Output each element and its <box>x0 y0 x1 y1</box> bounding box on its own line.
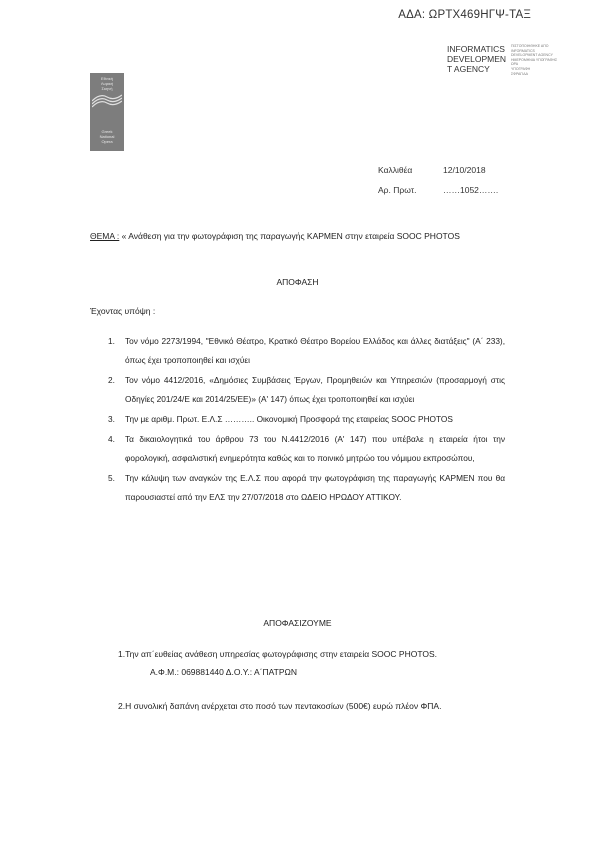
item-text: Τον νόμο 2273/1994, "Εθνικό Θέατρο, Κρατικό Θέατρο Βορείου Ελλάδος και άλλες διατάξεις" (Α΄ 233), όπως έχει τροποποιηθεί και ισχύει <box>125 336 505 365</box>
signature-detail-line: ΣΦΡΑΓΙΔΑ <box>511 71 528 76</box>
considering-intro: Έχοντας υπόψη : <box>90 306 156 316</box>
agency-line: INFORMATICS <box>447 44 505 54</box>
logo-line: Opera <box>101 139 113 144</box>
subject-line <box>90 224 510 248</box>
item-text: Τον νόμο 4412/2016, «Δημόσιες Συμβάσεις Έργων, Προμηθειών και Υπηρεσιών (προσαρμογή στις Οδηγίες 201/24/Ε και 2014/25/ΕΕ)» (Α' 147) όπως έχει τροποποιηθεί και ισχύει <box>125 374 505 404</box>
wave-icon <box>92 91 122 109</box>
list-item <box>108 332 505 370</box>
logo-line: Λυρική <box>100 81 114 86</box>
agency-line: T AGENCY <box>447 64 490 74</box>
greek-national-opera-logo <box>90 73 124 151</box>
decision-1: 1.Την απ΄ευθείας ανάθεση υπηρεσίας φωτογράφισης στην εταιρεία SOOC PHOTOS. <box>118 649 437 659</box>
item-text: Την κάλυψη των αναγκών της Ε.Λ.Σ που αφορά την φωτογράφιση της παραγωγής ΚΑΡΜΕΝ που θα παρουσιαστεί από την ΕΛΣ την 27/07/2018 στο ΩΔΕΙΟ ΗΡΩΔΟΥ ΑΤΤΙΚΟΥ. <box>125 473 505 502</box>
subject-label: ΘΕΜΑ : <box>90 231 120 241</box>
item-number: 1. <box>108 336 115 346</box>
logo-line: Σκηνή <box>101 86 113 91</box>
signature-agency <box>447 44 507 74</box>
subject-text: « Ανάθεση για την φωτογράφιση της παραγωγής ΚΑΡΜΕΝ στην εταιρεία SOOC PHOTOS <box>119 231 460 241</box>
signature-detail-line: ΥΠΟΓΡΑΦΗ <box>511 66 531 71</box>
place-label: Καλλιθέα <box>378 165 413 175</box>
list-item <box>108 430 505 468</box>
signature-detail-line: ΗΜΕΡΟΜΗΝΙΑ ΥΠΟΓΡΑΦΗΣ <box>511 57 558 62</box>
list-item <box>108 371 505 409</box>
ada-code: ΑΔΑ: ΩΡΤΧ469ΗΓΨ-ΤΑΞ <box>398 9 531 21</box>
signature-details <box>511 44 571 76</box>
logo-line: Greek <box>101 129 113 134</box>
item-number: 2. <box>108 374 115 385</box>
decision-title: ΑΠΟΦΑΣΗ <box>276 277 319 287</box>
agency-line: DEVELOPMEN <box>447 54 507 64</box>
decision-1-details: Α.Φ.Μ.: 069881440 Δ.Ο.Υ.: Α΄ΠΑΤΡΩΝ <box>150 667 298 677</box>
logo-text-greek <box>90 76 124 91</box>
logo-text-english <box>90 129 124 144</box>
signature-detail-line: DEVELOPMENT AGENCY <box>511 53 553 58</box>
list-item <box>108 469 505 507</box>
signature-detail-line: INFORMATICS <box>511 48 535 53</box>
protocol-number: ……1052……. <box>443 185 499 195</box>
logo-line: Εθνική <box>100 76 113 81</box>
protocol-label: Αρ. Πρωτ. <box>378 185 417 195</box>
item-number: 5. <box>108 473 115 484</box>
item-text: Τα δικαιολογητικά του άρθρου 73 του Ν.4412/2016 (Α' 147) που υπέβαλε η εταιρεία ήτοι την φορολογική, ασφαλιστική ενημερότητα καθώς και το ποινικό μητρώο του νόμιμου εκπροσώπου, <box>125 434 505 463</box>
considerations-list <box>108 332 505 508</box>
document-date: 12/10/2018 <box>443 165 486 175</box>
decide-title: ΑΠΟΦΑΣΙΖΟΥΜΕ <box>263 618 332 628</box>
signature-detail-line: ΩΡΑ <box>511 62 519 67</box>
list-item <box>108 410 505 429</box>
item-text: Την με αριθμ. Πρωτ. Ε.Λ.Σ ……….. Οικονομική Προσφορά της εταιρείας SOOC PHOTOS <box>125 413 453 424</box>
item-number: 3. <box>108 413 115 424</box>
signature-detail-line: ΠΙΣΤΟΠΟΙΗΘΗΚΕ ΑΠΟ <box>511 44 549 48</box>
item-number: 4. <box>108 434 115 445</box>
logo-line: National <box>99 134 115 139</box>
decision-2: 2.Η συνολική δαπάνη ανέρχεται στο ποσό των πεντακοσίων (500€) ευρώ πλέον ΦΠΑ. <box>118 701 442 711</box>
